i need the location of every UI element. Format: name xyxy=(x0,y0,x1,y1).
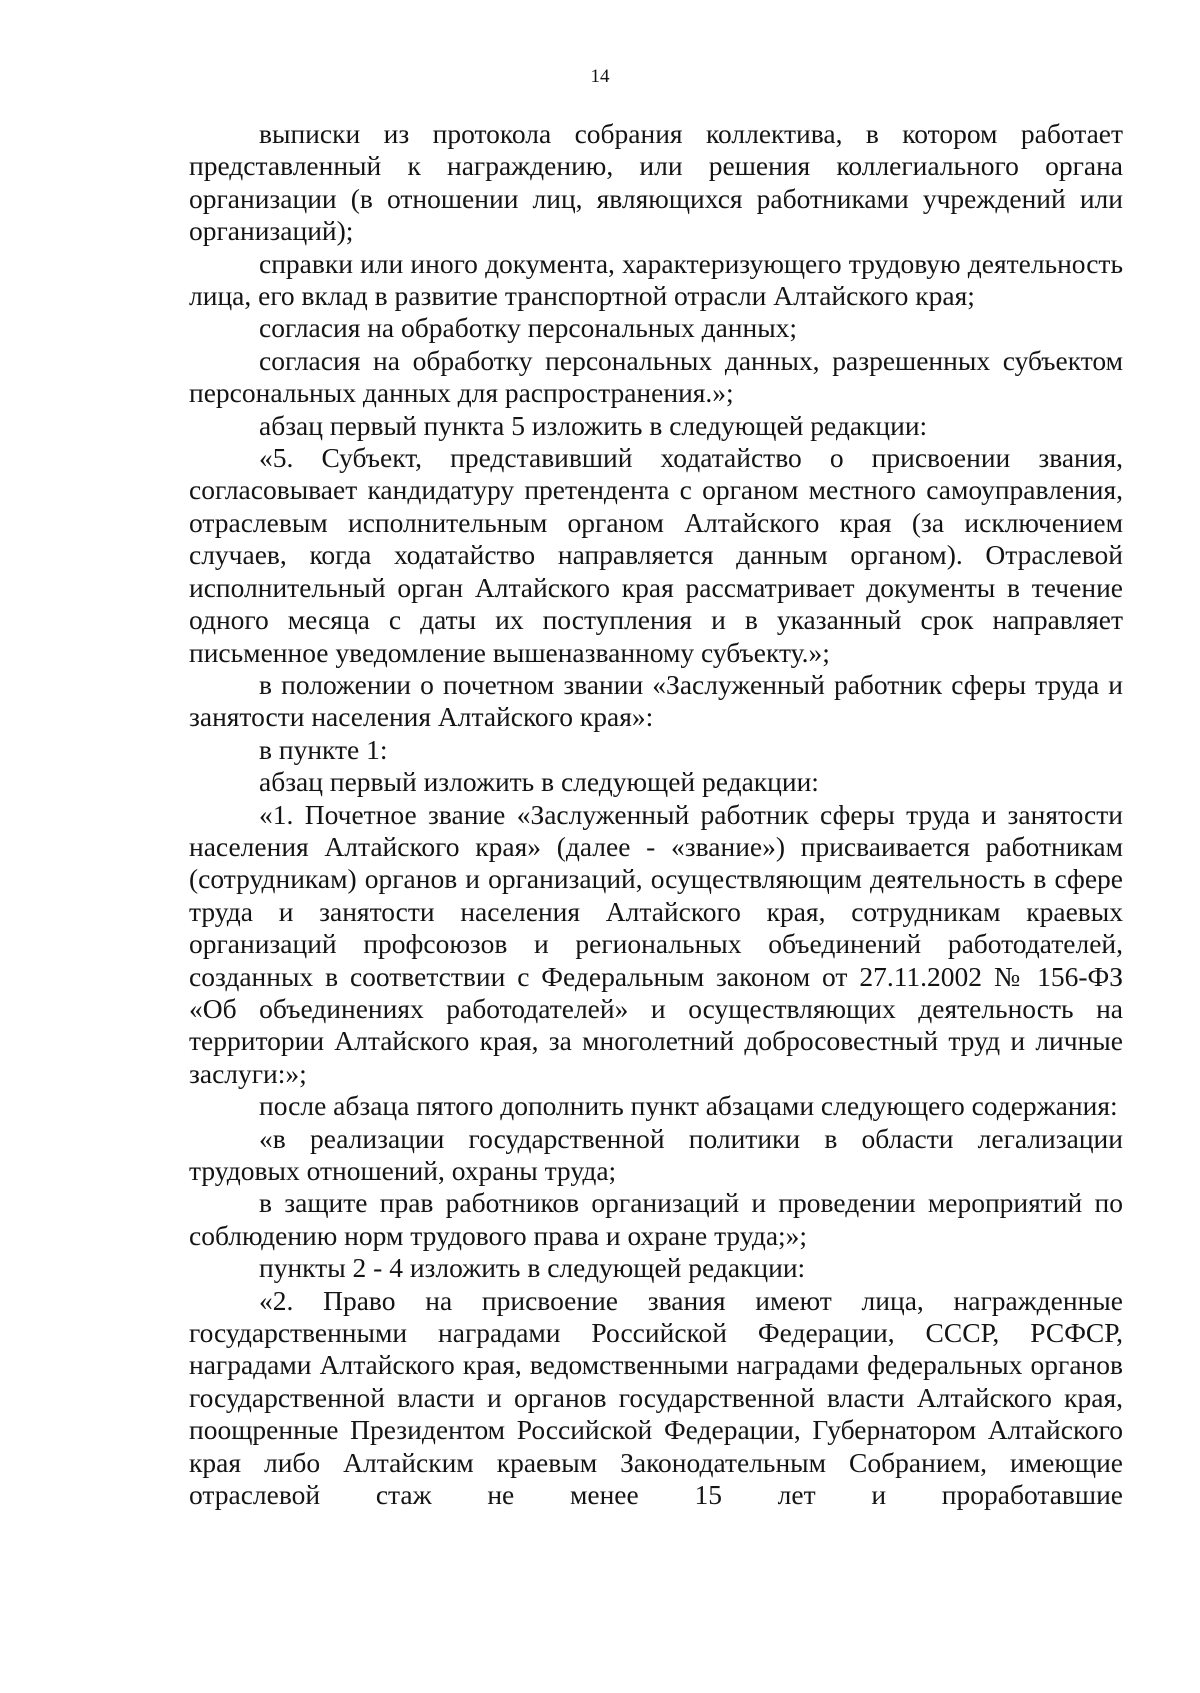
paragraph: «1. Почетное звание «Заслуженный работник сферы труда и занятости населения Алтайского края» (далее - «звание») присваивается работникам (сотрудникам) органов и организаций, осуществляющим деятельность в сфере труда и занятости населения Алтайского края, сотрудникам краевых организаций профсоюзов и региональных объединений работодателей, созданных в соответствии с Федеральным законом от 27.11.2002 № 156-ФЗ «Об объединениях работодателей» и осуществляющих деятельность на территории Алтайского края, за многолетний добросовестный труд и личные заслуги:»; xyxy=(189,798,1123,1089)
paragraph: абзац первый изложить в следующей редакции: xyxy=(259,766,819,798)
paragraph: «2. Право на присвоение звания имеют лица, награжденные государственными наградами Российской Федерации, СССР, РСФСР, наградами Алтайского края, ведомственными наградами федеральных органов государственной власти и органов государственной власти Алтайского края, поощренные Президентом Российской Федерации, Губернатором Алтайского края либо Алтайским краевым Законодательным Собранием, имеющие отраслевой стаж не менее 15 лет и проработавшие xyxy=(189,1284,1123,1511)
paragraph: в защите прав работников организаций и проведении мероприятий по соблюдению норм трудового права и охране труда;»; xyxy=(189,1187,1123,1251)
paragraph: после абзаца пятого дополнить пункт абзацами следующего содержания: xyxy=(259,1090,1118,1122)
paragraph: в пункте 1: xyxy=(259,733,388,765)
paragraph: справки или иного документа, характеризующего трудовую деятельность лица, его вклад в развитие транспортной отрасли Алтайского края; xyxy=(189,247,1123,312)
paragraph: пункты 2 - 4 изложить в следующей редакции: xyxy=(259,1252,806,1284)
paragraph: согласия на обработку персональных данных; xyxy=(259,312,798,344)
paragraph: выписки из протокола собрания коллектива, в котором работает представленный к награждению, или решения коллегиального органа организации (в отношении лиц, являющихся работниками учреждений или организаций); xyxy=(189,118,1123,247)
paragraph: абзац первый пункта 5 изложить в следующей редакции: xyxy=(259,409,928,441)
paragraph: «в реализации государственной политики в области легализации трудовых отношений, охраны труда; xyxy=(189,1122,1123,1186)
paragraph: согласия на обработку персональных данных, разрешенных субъектом персональных данных для распространения.»; xyxy=(189,344,1123,409)
paragraph: «5. Субъект, представивший ходатайство о присвоении звания, согласовывает кандидатуру претендента с органом местного самоуправления, отраслевым исполнительным органом Алтайского края (за исключением случаев, когда ходатайство направляется данным органом). Отраслевой исполнительный орган Алтайского края рассматривает документы в течение одного месяца с даты их поступления и в указанный срок направляет письменное уведомление вышеназванному субъекту.»; xyxy=(189,442,1123,668)
document-body xyxy=(189,118,1123,1511)
page-number: 14 xyxy=(590,66,610,87)
paragraph: в положении о почетном звании «Заслуженный работник сферы труда и занятости населения Алтайского края»: xyxy=(189,668,1123,733)
